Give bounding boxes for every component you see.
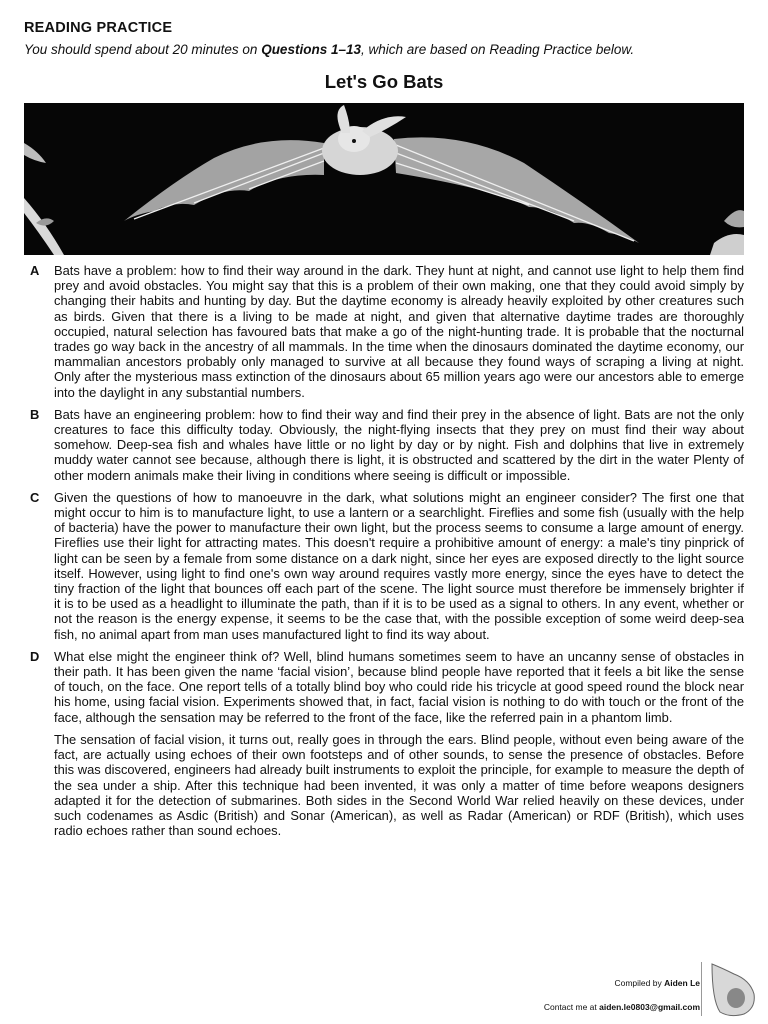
section-label: READING PRACTICE: [24, 20, 173, 36]
paragraph-text: Bats have an engineering problem: how to find their way and find their prey in the absence of light. Bats are not the only creatures to face this difficulty today. Obviously, the night-flying insects that they prey on must find their way about somehow. Deep-sea fish and whales have little or no light by day or by night. Fish and dolphins that live in extremely muddy water cannot see because, although there is light, it is obstructed and scattered by the dirt in the water Plenty of other modern animals make their living in conditions where seeing is difficult or impossible.: [54, 406, 744, 483]
paragraph-b: [24, 407, 744, 483]
instructions-prefix: You should spend about 20 minutes on: [24, 42, 262, 57]
paragraph-text: Given the questions of how to manoeuvre in the dark, what solutions might an engineer consider? The first one that might occur to him is to manufacture light, to use a lantern or a searchlight. Fireflies and some fish (usually with the help of bacteria) have the power to manufacture their own light, but the process seems to consume a large amount of energy. Fireflies use their light for attracting mates. This doesn't require a prohibitive amount of energy: a male's tiny pinprick of light can be seen by a female from some distance on a dark night, since her eyes are exposed directly to the light source itself. However, using light to find one's own way around requires vastly more energy, since the eyes have to detect the tiny fraction of the light that bounces off each part of the scene. The light source must therefore be immensely brighter if it is to be used as a headlight to illuminate the path, than if it is to be used as a signal to others. In any event, whether or not the reason is the energy expense, it seems to be the case that, with the possible exception of some weird deep-sea fish, no animal apart from man uses manufactured light to find its way about.: [54, 489, 744, 642]
reading-page: [24, 20, 744, 845]
paragraph-text: What else might the engineer think of? Well, blind humans sometimes seem to have an uncanny sense of obstacles in their path. It has been given the name ‘facial vision’, because blind people have reported that it feels a bit like the sense of touch, on the face. One report tells of a totally blind boy who could ride his tricycle at good speed round the block near his home, using facial vision. Experiments showed that, in fact, facial vision is nothing to do with touch or the front of the face, although the sensation may be referred to the front of the face, like the referred pain in a phantom limb.: [54, 648, 744, 725]
paragraph-a: [24, 263, 744, 400]
paragraph-letter: A: [30, 263, 40, 278]
instructions-suffix: , which are based on Reading Practice below.: [360, 42, 635, 57]
bat-photo-icon: [24, 103, 744, 255]
footer: [498, 960, 758, 1018]
footer-divider: [701, 962, 702, 1016]
passage-title: Let's Go Bats: [324, 71, 444, 92]
paragraph-letter: B: [30, 406, 40, 422]
author-name: Aiden Le: [664, 978, 700, 988]
compiled-prefix: Compiled by: [614, 978, 665, 988]
instructions-questions: Questions 1–13: [261, 42, 361, 57]
paragraph-text: Bats have a problem: how to find their way around in the dark. They hunt at night, and cannot use light to help them find prey and avoid obstacles. You might say that this is a problem of their own making, one that they could avoid simply by changing their habits and hunting by day. But the daytime economy is already heavily exploited by other creatures such as birds. Given that there is a living to be made at night, and given that alternative daytime trades are thoroughly occupied, natural selection has favoured bats that make a go of the night-hunting trade. It is probable that the nocturnal trades go way back in the ancestry of all mammals. In the time when the dinosaurs dominated the daytime economy, our mammalian ancestors probably only managed to survive at all because they found ways of scraping a living at night. Only after the mysterious mass extinction of the dinosaurs about 65 million years ago were our ancestors able to emerge into the daylight in any substantial numbers.: [54, 263, 744, 400]
contact-line: [544, 1002, 700, 1012]
paragraph-d: [24, 649, 744, 838]
passage-body: [24, 263, 744, 838]
paragraph-text: The sensation of facial vision, it turns out, really goes in through the ears. Blind people, without even being aware of the fact, are actually using echoes of their own footsteps and of other sounds, to sense the presence of obstacles. Before this was discovered, engineers had already built instruments to exploit the principle, for example to measure the depth of the sea under a ship. After this technique had been invented, it was only a matter of time before weapons designers adapted it for the detection of submarines. Both sides in the Second World War relied heavily on these devices, under such codenames as Asdic (British) and Sonar (American), as well as Radar (American) or RDF (British), which uses radio echoes rather than sound echoes.: [54, 731, 744, 839]
instructions: [24, 42, 744, 57]
contact-prefix: Contact me at: [543, 1002, 600, 1012]
compiled-by: [614, 978, 700, 988]
paragraph-c: [24, 490, 744, 642]
avocado-logo-icon: [704, 960, 758, 1018]
paragraph-letter: D: [30, 648, 40, 664]
contact-email: aiden.le0803@gmail.com: [599, 1002, 700, 1012]
paragraph-letter: C: [30, 489, 40, 505]
